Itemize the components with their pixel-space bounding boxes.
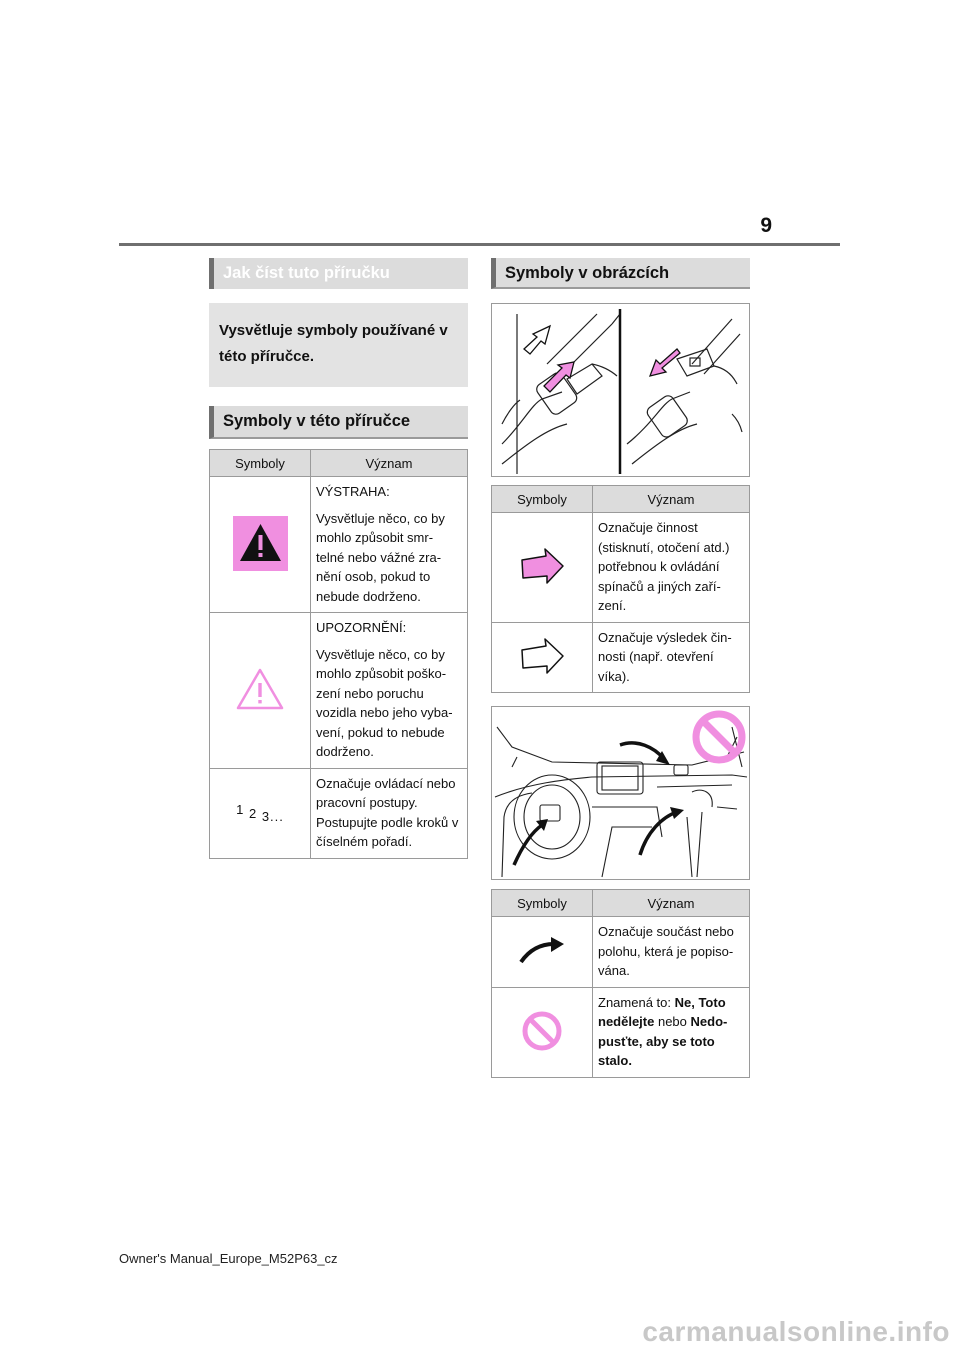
pointer-arrow-text: Označuje součást nebo polohu, která je popiso-vána. xyxy=(598,924,734,978)
table-row xyxy=(210,613,468,769)
caution-triangle-outline-icon xyxy=(235,667,285,711)
table-row xyxy=(492,917,750,988)
column-header-symbol: Symboly xyxy=(492,890,593,917)
prohibition-text-mid: nebo xyxy=(654,1014,691,1029)
warning-heading: VÝSTRAHA: xyxy=(316,484,390,499)
column-header-meaning: Význam xyxy=(311,450,468,477)
section-lead: Vysvětluje symboly používané v této příručce. xyxy=(209,303,468,387)
prohibition-text-bold-2: Nedo-pusťte, aby se toto stalo. xyxy=(598,1014,728,1068)
warning-triangle-filled-icon xyxy=(233,516,288,571)
dashboard-illustration xyxy=(491,706,750,880)
watermark: carmanualsonline.info xyxy=(642,1316,950,1347)
header-rule xyxy=(119,243,840,246)
page-footer: Owner's Manual_Europe_M52P63_cz xyxy=(119,1251,338,1266)
page-number: 9 xyxy=(760,214,772,237)
section-title-how-to-read: Jak číst tuto příručku xyxy=(209,258,468,289)
dashboard-image xyxy=(492,707,749,879)
action-symbols-table xyxy=(491,485,750,693)
prohibition-text xyxy=(598,993,743,1071)
table-row xyxy=(210,768,468,858)
table-header-row xyxy=(210,450,468,477)
prohibition-sign-icon xyxy=(521,1010,563,1052)
caution-heading: UPOZORNĚNÍ: xyxy=(316,620,407,635)
left-column xyxy=(209,258,468,859)
right-column xyxy=(491,258,750,1078)
warning-text: Vysvětluje něco, co by mohlo způsobit smr-telné nebo vážné zra-nění osob, pokud to nebude dodrženo. xyxy=(316,510,445,604)
curved-pointer-arrow-icon xyxy=(518,935,566,965)
table-row xyxy=(210,477,468,613)
table-row xyxy=(492,513,750,623)
symbols-table xyxy=(209,449,468,859)
prohibition-text-bold-1: Ne, Toto nedělejte xyxy=(598,994,726,1029)
table-header-row xyxy=(492,486,750,513)
caution-text: Vysvětluje něco, co by mohlo způsobit poško-zení nebo poruchu vozidla nebo jeho vyba-vení, pokud to nebude dodrženo. xyxy=(316,646,453,759)
column-header-meaning: Význam xyxy=(593,890,750,917)
prohibition-text-prefix: Znamená to: xyxy=(598,994,675,1010)
steps-text: Označuje ovládací nebo pracovní postupy. Postupujte podle kroků v číselném pořadí. xyxy=(316,775,459,849)
action-arrow-text: Označuje činnost (stisknutí, otočení atd.) potřebnou k ovládání spínačů a jiných zaří-zení. xyxy=(598,520,730,613)
table-header-row xyxy=(492,890,750,917)
action-arrow-pink-icon xyxy=(519,547,565,585)
step-numbers-icon: 1 2 3... xyxy=(236,801,284,824)
column-header-symbol: Symboly xyxy=(492,486,593,513)
subsection-title-symbols: Symboly v této příručce xyxy=(209,406,468,439)
result-arrow-text: Označuje výsledek čin-nosti (např. otevření víka). xyxy=(598,629,732,684)
result-arrow-outline-icon xyxy=(519,637,565,675)
column-header-symbol: Symboly xyxy=(210,450,311,477)
seatbelt-buckle-image xyxy=(492,304,749,476)
section-title-symbols-in-figures: Symboly v obrázcích xyxy=(491,258,750,289)
table-row xyxy=(492,987,750,1077)
pointer-symbols-table xyxy=(491,889,750,1078)
seatbelt-illustration xyxy=(491,303,750,477)
table-row xyxy=(492,622,750,693)
column-header-meaning: Význam xyxy=(593,486,750,513)
